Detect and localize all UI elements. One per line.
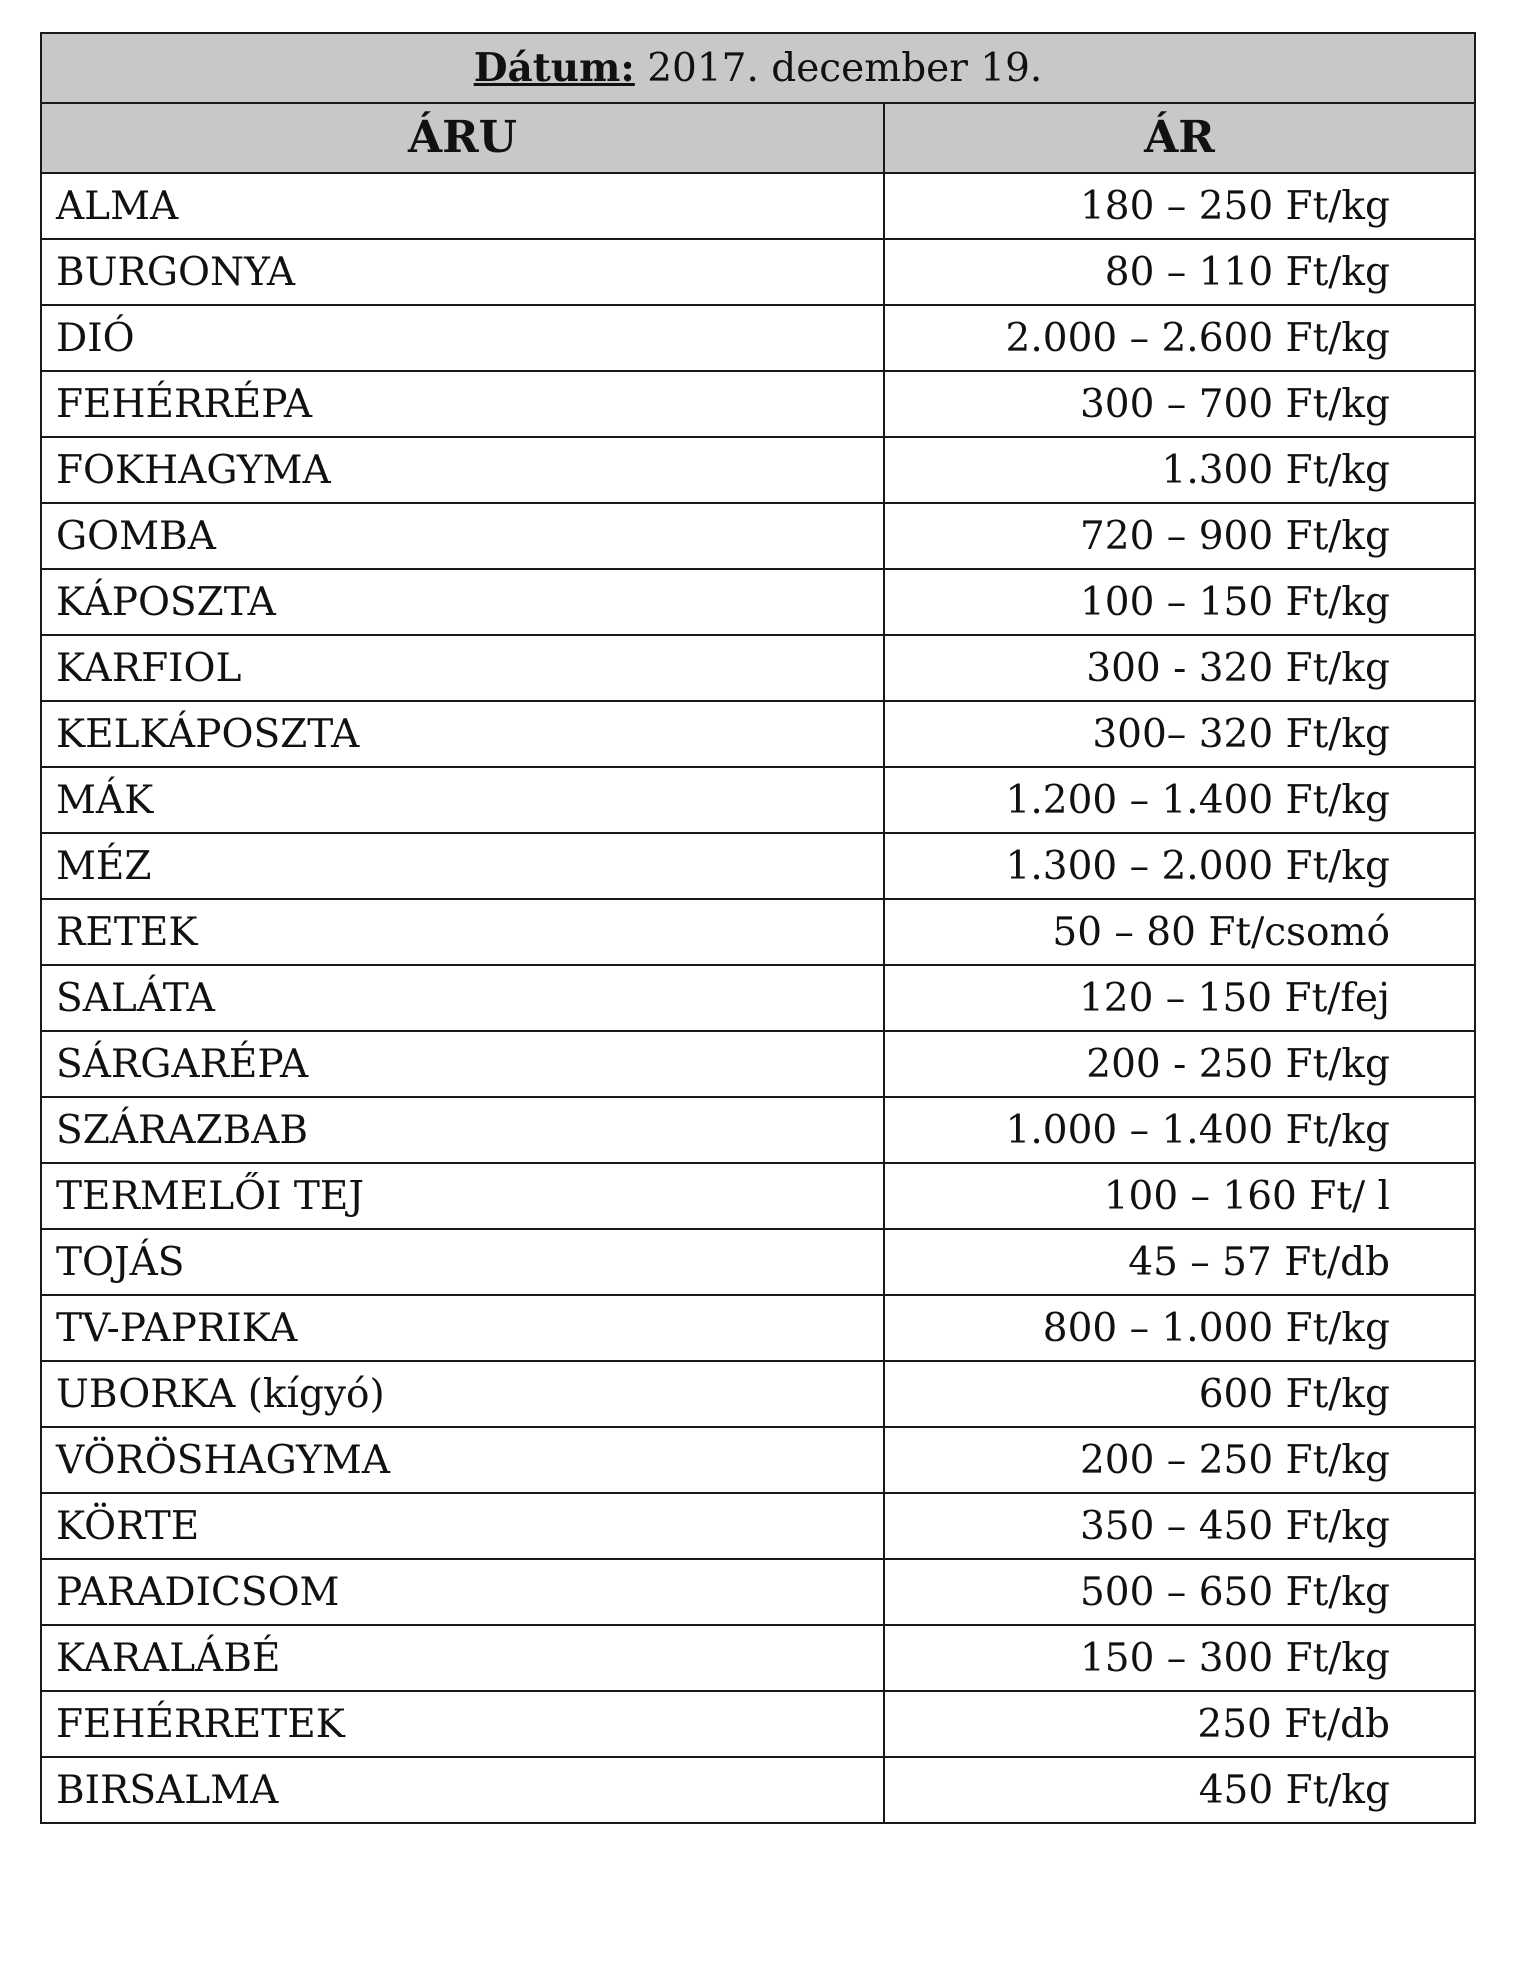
item-price-cell: 100 – 150 Ft/kg (884, 569, 1475, 635)
item-price-cell: 100 – 160 Ft/ l (884, 1163, 1475, 1229)
item-name-cell: RETEK (41, 899, 884, 965)
item-name-cell: TERMELŐI TEJ (41, 1163, 884, 1229)
item-price-cell: 1.300 – 2.000 Ft/kg (884, 833, 1475, 899)
table-row (41, 1031, 1475, 1097)
item-name-cell: KARALÁBÉ (41, 1625, 884, 1691)
table-row (41, 1427, 1475, 1493)
item-price-cell: 80 – 110 Ft/kg (884, 239, 1475, 305)
item-price-cell: 450 Ft/kg (884, 1757, 1475, 1823)
table-row (41, 305, 1475, 371)
item-name-cell: GOMBA (41, 503, 884, 569)
item-name-cell: BIRSALMA (41, 1757, 884, 1823)
table-row (41, 701, 1475, 767)
table-row (41, 833, 1475, 899)
table-row (41, 635, 1475, 701)
item-name-cell: KÁPOSZTA (41, 569, 884, 635)
column-header-row (41, 103, 1475, 173)
item-price-cell: 300 – 700 Ft/kg (884, 371, 1475, 437)
column-header-price: ÁR (884, 103, 1475, 173)
item-price-cell: 120 – 150 Ft/fej (884, 965, 1475, 1031)
item-price-cell: 50 – 80 Ft/csomó (884, 899, 1475, 965)
table-row (41, 965, 1475, 1031)
item-price-cell: 1.000 – 1.400 Ft/kg (884, 1097, 1475, 1163)
table-row (41, 1097, 1475, 1163)
item-price-cell: 600 Ft/kg (884, 1361, 1475, 1427)
item-price-cell: 300 - 320 Ft/kg (884, 635, 1475, 701)
table-row (41, 1163, 1475, 1229)
item-name-cell: KARFIOL (41, 635, 884, 701)
item-price-cell: 500 – 650 Ft/kg (884, 1559, 1475, 1625)
table-row (41, 1757, 1475, 1823)
table-row (41, 767, 1475, 833)
table-row (41, 1559, 1475, 1625)
item-price-cell: 800 – 1.000 Ft/kg (884, 1295, 1475, 1361)
price-table (40, 32, 1476, 1824)
item-price-cell: 200 – 250 Ft/kg (884, 1427, 1475, 1493)
item-name-cell: MÁK (41, 767, 884, 833)
table-row (41, 1625, 1475, 1691)
table-row (41, 1493, 1475, 1559)
table-row (41, 899, 1475, 965)
date-label: Dátum: (473, 44, 635, 91)
item-price-cell: 1.200 – 1.400 Ft/kg (884, 767, 1475, 833)
item-price-cell: 350 – 450 Ft/kg (884, 1493, 1475, 1559)
item-price-cell: 45 – 57 Ft/db (884, 1229, 1475, 1295)
table-row (41, 503, 1475, 569)
item-price-cell: 300– 320 Ft/kg (884, 701, 1475, 767)
item-price-cell: 180 – 250 Ft/kg (884, 173, 1475, 239)
item-name-cell: PARADICSOM (41, 1559, 884, 1625)
item-name-cell: FEHÉRRÉPA (41, 371, 884, 437)
table-row (41, 1229, 1475, 1295)
item-name-cell: ALMA (41, 173, 884, 239)
item-name-cell: FEHÉRRETEK (41, 1691, 884, 1757)
item-name-cell: DIÓ (41, 305, 884, 371)
item-price-cell: 200 - 250 Ft/kg (884, 1031, 1475, 1097)
item-price-cell: 2.000 – 2.600 Ft/kg (884, 305, 1475, 371)
item-price-cell: 720 – 900 Ft/kg (884, 503, 1475, 569)
table-row (41, 1361, 1475, 1427)
item-name-cell: UBORKA (kígyó) (41, 1361, 884, 1427)
item-name-cell: VÖRÖSHAGYMA (41, 1427, 884, 1493)
table-row (41, 1691, 1475, 1757)
item-name-cell: FOKHAGYMA (41, 437, 884, 503)
table-row (41, 437, 1475, 503)
item-price-cell: 150 – 300 Ft/kg (884, 1625, 1475, 1691)
item-name-cell: MÉZ (41, 833, 884, 899)
item-name-cell: TOJÁS (41, 1229, 884, 1295)
item-price-cell: 1.300 Ft/kg (884, 437, 1475, 503)
date-row (41, 33, 1475, 103)
column-header-item: ÁRU (41, 103, 884, 173)
item-name-cell: KÖRTE (41, 1493, 884, 1559)
table-row (41, 371, 1475, 437)
date-value: 2017. december 19. (647, 45, 1043, 91)
item-name-cell: SÁRGARÉPA (41, 1031, 884, 1097)
date-cell (41, 33, 1475, 103)
table-body (41, 173, 1475, 1823)
table-row (41, 569, 1475, 635)
item-name-cell: SZÁRAZBAB (41, 1097, 884, 1163)
item-price-cell: 250 Ft/db (884, 1691, 1475, 1757)
table-row (41, 1295, 1475, 1361)
item-name-cell: TV-PAPRIKA (41, 1295, 884, 1361)
table-row (41, 173, 1475, 239)
item-name-cell: SALÁTA (41, 965, 884, 1031)
item-name-cell: KELKÁPOSZTA (41, 701, 884, 767)
table-row (41, 239, 1475, 305)
item-name-cell: BURGONYA (41, 239, 884, 305)
